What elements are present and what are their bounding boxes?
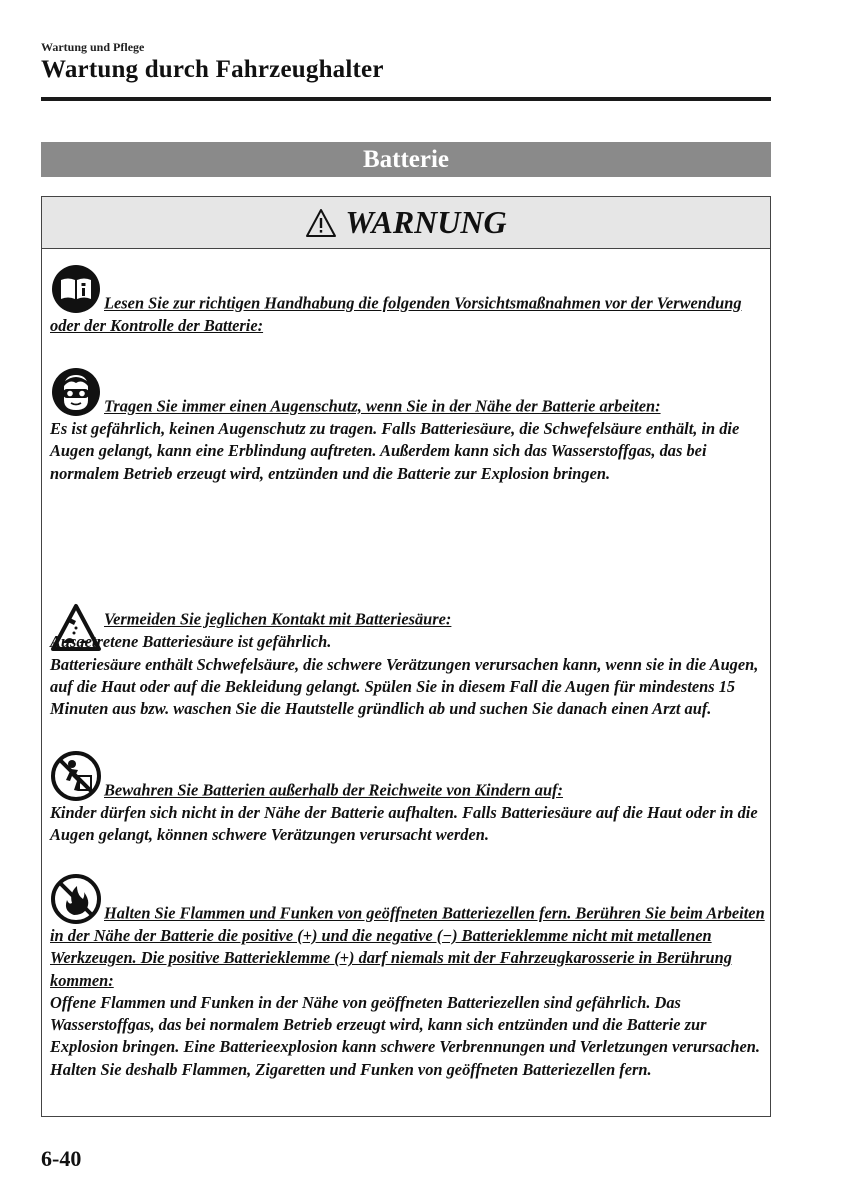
warning-item-children (50, 750, 766, 847)
item-heading: Bewahren Sie Batterien außerhalb der Reichweite von Kindern auf: (104, 780, 563, 800)
warning-title: WARNUNG (345, 204, 507, 240)
warning-triangle-icon (305, 208, 337, 238)
item-heading: Tragen Sie immer einen Augenschutz, wenn Sie in der Nähe der Batterie arbeiten: (104, 396, 661, 416)
item-heading: Vermeiden Sie jeglichen Kontakt mit Batteriesäure: (104, 610, 452, 629)
warning-item-corrosive (50, 557, 766, 720)
warning-item-no-flames (50, 873, 766, 1081)
section-label: Wartung und Pflege (41, 40, 145, 54)
item-body: Ausgetretene Batteriesäure ist gefährlich. Batteriesäure enthält Schwefelsäure, die schwere Verätzungen verursachen kann, wenn sie in die Augen, auf die Haut oder auf die Bekleidung gelangt. Spülen Sie in diesem Fall die Augen für mindestens 15 Minuten aus bzw. waschen Sie die Hautstelle gründlich ab und suchen Sie danach einen Arzt auf. (50, 632, 759, 719)
warning-item-eye-protection (50, 366, 766, 485)
corrosive-warning-icon (50, 579, 102, 631)
read-manual-icon (50, 263, 102, 315)
item-body: Es ist gefährlich, keinen Augenschutz zu tragen. Falls Batteriesäure, die Schwefelsäure enthält, in die Augen gelangt, kann eine Erblindung auftreten. Außerdem kann sich das Wasserstoffgas, das bei normalem Betrieb erzeugt wird, entzünden und die Batterie zur Explosion bringen. (50, 419, 740, 483)
keep-away-children-icon (50, 750, 102, 802)
page-number: 6-40 (41, 1146, 82, 1171)
no-open-flame-icon (50, 873, 102, 925)
item-heading: Halten Sie Flammen und Funken von geöffneten Batteriezellen fern. Berühren Sie beim Arbeiten in der Nähe der Batterie die positive (+) und die negative (−) Batterieklemme nicht mit metallenen Werkzeugen. Die positive Batterieklemme (+) darf niemals mit der Fahrzeugkarosserie in Berührung kommen: (50, 903, 765, 990)
eye-protection-icon (50, 366, 102, 418)
item-body: Offene Flammen und Funken in der Nähe von geöffneten Batteriezellen sind gefährlich. Das Wasserstoffgas, das bei normalem Betrieb erzeugt wird, kann sich entzünden und die Batterie zur Explosion bringen. Eine Batterieexplosion kann schwere Verbrennungen und Verletzungen verursachen. Halten Sie deshalb Flammen, Zigaretten und Funken von geöffneten Batteriezellen fern. (50, 992, 760, 1079)
topic-heading (41, 142, 771, 177)
topic-label: Batterie (362, 145, 450, 173)
page-title: Wartung durch Fahrzeughalter (41, 56, 384, 83)
item-body: Kinder dürfen sich nicht in der Nähe der Batterie aufhalten. Falls Batteriesäure auf die Haut oder in die Augen gelangt, können schwere Verätzungen verursacht werden. (50, 803, 758, 845)
warning-header (42, 197, 770, 249)
title-divider (41, 97, 771, 101)
warning-box (41, 196, 771, 1117)
warning-item-read-manual (50, 263, 766, 337)
item-heading: Lesen Sie zur richtigen Handhabung die folgenden Vorsichtsmaßnahmen vor der Verwendung oder der Kontrolle der Batterie: (50, 293, 742, 335)
